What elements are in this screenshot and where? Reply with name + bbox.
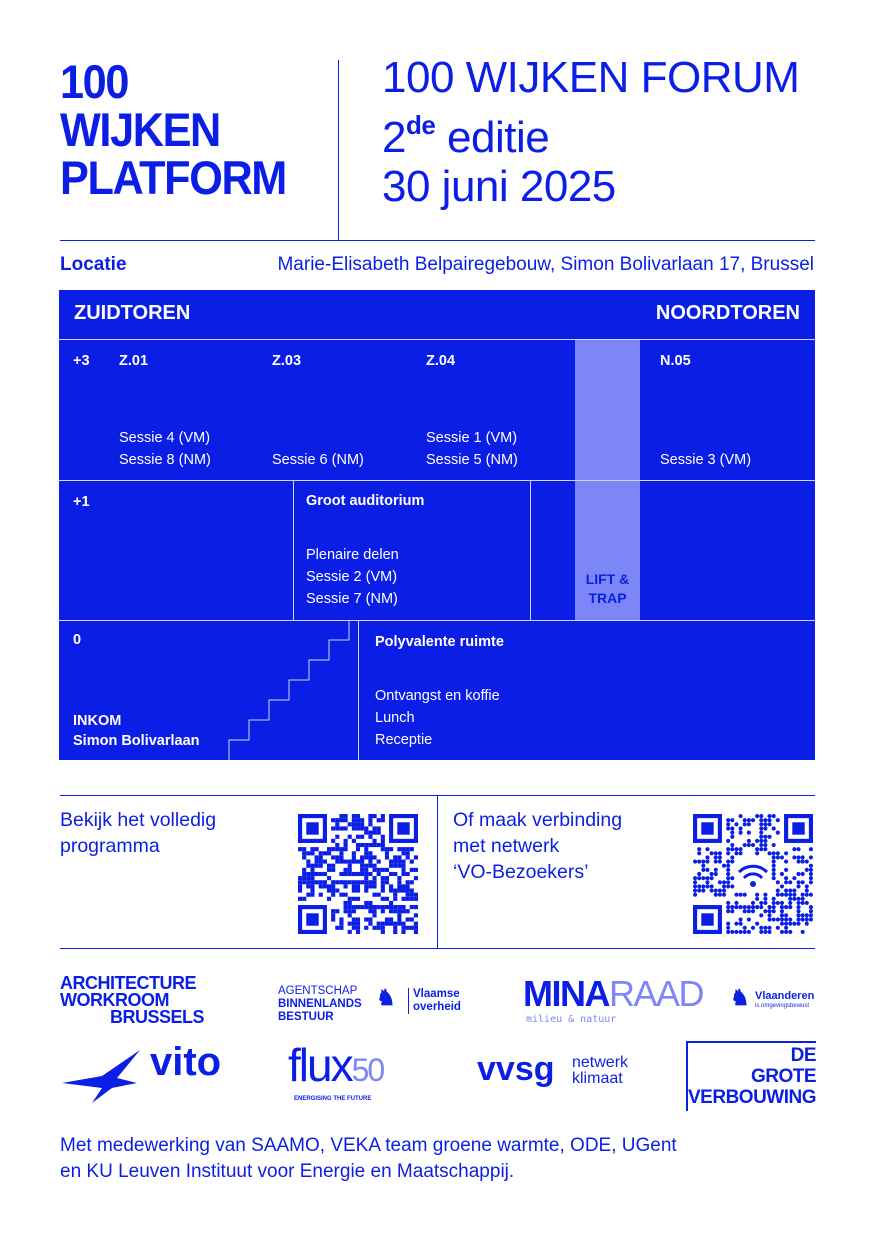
session: Plenaire delen xyxy=(306,547,399,563)
south-tower: ZUIDTOREN xyxy=(74,302,191,324)
platform-logo xyxy=(60,55,286,204)
logo-de-grote-verbouwing: DE GROTE VERBOUWING xyxy=(686,1041,816,1111)
logo-vvsg: vvsg xyxy=(477,1050,555,1088)
stairs-icon xyxy=(224,620,364,760)
floor-label: 0 xyxy=(73,632,82,648)
divider xyxy=(338,60,339,240)
session: Sessie 8 (NM) xyxy=(119,452,211,468)
lift-label: LIFT & TRAP xyxy=(585,571,630,606)
location-label: Locatie xyxy=(60,254,127,275)
session: Sessie 7 (NM) xyxy=(306,591,398,607)
session: Sessie 5 (NM) xyxy=(426,452,518,468)
room-z03: Z.03 xyxy=(272,353,302,369)
room-n05: N.05 xyxy=(660,353,691,369)
session: Sessie 3 (VM) xyxy=(660,452,752,468)
logo-vlaanderen: Vlaanderen is omgevingsbewust xyxy=(755,990,815,1009)
program-text: Bekijk het volledig programma xyxy=(60,809,217,857)
floor-label: +1 xyxy=(73,494,90,510)
lion-icon: ♞ xyxy=(376,985,396,1010)
location-address: Marie-Elisabeth Belpairegebouw, Simon Bolivarlaan 17, Brussel xyxy=(277,254,814,275)
divider xyxy=(60,948,815,949)
north-tower: NOORDTOREN xyxy=(655,302,800,324)
minaraad-subtitle: milieu & natuur xyxy=(526,1014,617,1025)
entrance-label: INKOM xyxy=(73,713,122,729)
lion-icon: ♞ xyxy=(730,985,750,1010)
logo-abb: AGENTSCHAP BINNENLANDS BESTUUR xyxy=(278,985,362,1023)
room-z04: Z.04 xyxy=(426,353,456,369)
activity: Ontvangst en koffie xyxy=(375,688,500,704)
room-z01: Z.01 xyxy=(119,353,149,369)
vvsg-subtitle: netwerk klimaat xyxy=(572,1054,629,1087)
session: Sessie 4 (VM) xyxy=(119,430,211,446)
activity: Receptie xyxy=(375,732,433,748)
forum-title: 100 WIJKEN FORUM xyxy=(382,53,800,102)
vito-bird-icon xyxy=(62,1048,142,1103)
logo-architecture-workroom: ARCHITECTURE WORKROOM BRUSSELS xyxy=(60,973,205,1027)
logo-flux50: flux50 xyxy=(288,1039,384,1091)
divider xyxy=(60,240,815,241)
wifi-qr-code[interactable] xyxy=(693,814,813,934)
platform-line: PLATFORM xyxy=(60,151,286,204)
room-auditorium: Groot auditorium xyxy=(306,493,425,509)
platform-line: WIJKEN xyxy=(60,103,220,156)
activity: Lunch xyxy=(375,710,415,726)
wifi-text: Of maak verbinding met netwerk ‘VO-Bezoekers’ xyxy=(453,809,623,883)
session: Sessie 1 (VM) xyxy=(426,430,518,446)
footer-credits: Met medewerking van SAAMO, VEKA team groene warmte, ODE, UGent en KU Leuven Instituut voor Energie en Maatschappij. xyxy=(60,1135,677,1182)
platform-line: 100 xyxy=(60,55,129,108)
divider xyxy=(437,795,438,948)
room-polyvalent: Polyvalente ruimte xyxy=(375,634,504,650)
floor-plan xyxy=(59,290,815,760)
logo-vito: vito xyxy=(150,1040,222,1084)
program-qr-code[interactable] xyxy=(298,814,418,934)
event-date: 30 juni 2025 xyxy=(382,162,616,211)
entrance-street: Simon Bolivarlaan xyxy=(73,733,200,749)
logo-minaraad: MINARAAD xyxy=(523,973,704,1014)
session: Sessie 2 (VM) xyxy=(306,569,398,585)
flux-tagline: ENERGISING THE FUTURE xyxy=(294,1096,372,1102)
edition: 2de editie xyxy=(382,110,550,162)
logo-vlaamse-overheid: Vlaamse overheid xyxy=(408,988,461,1014)
session: Sessie 6 (NM) xyxy=(272,452,364,468)
floor-label: +3 xyxy=(73,353,90,369)
